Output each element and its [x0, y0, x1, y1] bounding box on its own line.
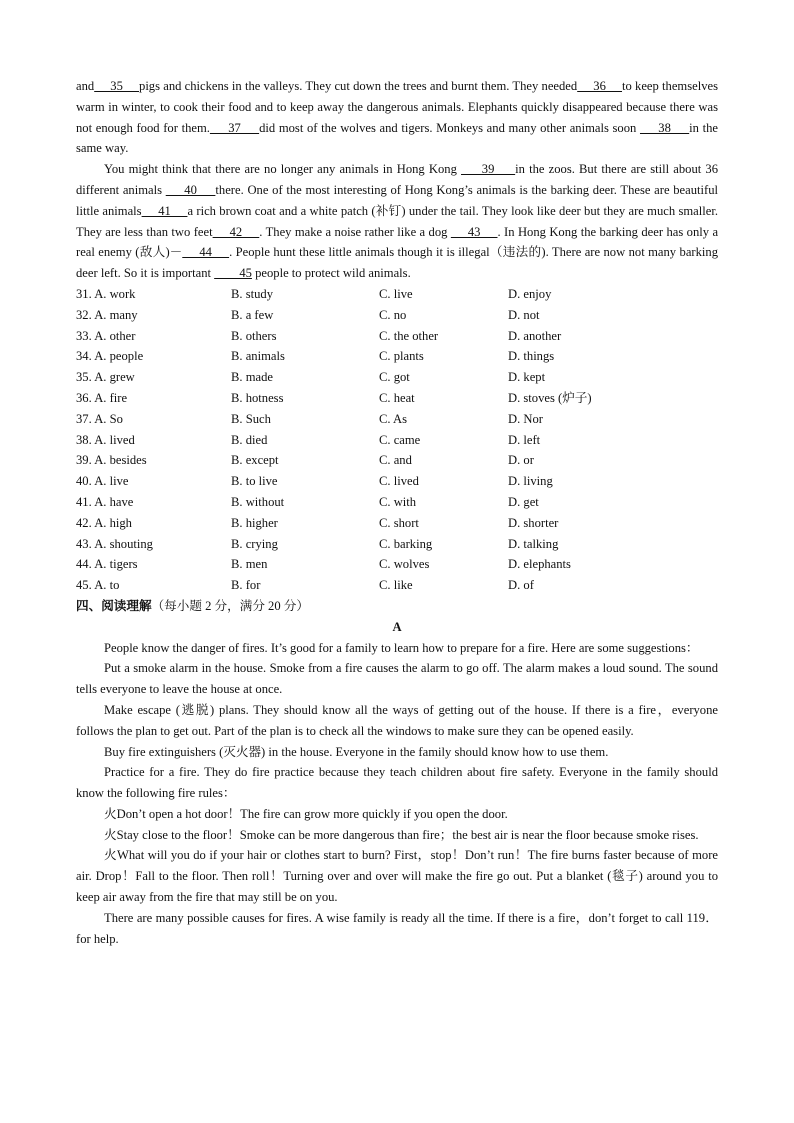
- passage-text: did most of the wolves and tigers. Monkeys and many other animals soon: [259, 120, 640, 135]
- question-row: [76, 284, 718, 305]
- question-row: [76, 305, 718, 326]
- question-row: [76, 430, 718, 451]
- section-heading: [76, 596, 718, 617]
- option-a: 34. A. people: [76, 349, 144, 364]
- option-b: B. animals: [231, 349, 285, 364]
- option-d: D. enjoy: [508, 286, 552, 301]
- reading-paragraph: Make escape (逃脱) plans. They should know all the ways of getting out of the house. If there is a fire，everyone follows the plan to get out. Part of the plan is to check all the windows to make sure they can be opened easily.: [76, 702, 718, 738]
- option-a: 35. A. grew: [76, 370, 135, 385]
- passage-text: people to protect wild animals.: [251, 266, 411, 281]
- option-a: 32. A. many: [76, 307, 138, 322]
- option-a: 42. A. high: [76, 515, 132, 530]
- option-d: D. things: [508, 349, 555, 364]
- option-b: B. a few: [231, 307, 274, 322]
- question-row: [76, 388, 718, 409]
- option-b: B. higher: [231, 515, 278, 530]
- reading-passage: [76, 638, 718, 950]
- question-row: [76, 575, 718, 596]
- question-row: [76, 534, 718, 555]
- option-a: 33. A. other: [76, 328, 136, 343]
- passage-text: there. One of the most interesting of Hong Kong’s animals is the barking deer. These are beautiful little animals: [76, 182, 719, 218]
- question-row: [76, 471, 718, 492]
- passage-text: in the same way.: [76, 120, 719, 156]
- option-a: 45. A. to: [76, 578, 120, 593]
- passage-text: . They make a noise rather like a dog: [259, 224, 451, 239]
- option-c: C. with: [379, 494, 417, 509]
- passage-text: pigs and chickens in the valleys. They cut down the trees and burnt them. They needed: [139, 79, 578, 93]
- option-c: C. live: [379, 286, 413, 301]
- question-row: [76, 554, 718, 575]
- option-d: D. kept: [508, 370, 546, 385]
- answer-blank: 40: [165, 182, 216, 197]
- reading-paragraph: There are many possible causes for fires. A wise family is ready all the time. If there is a fire，don’t forget to call 119．for help.: [76, 910, 718, 946]
- question-row: [76, 409, 718, 430]
- question-row: [76, 326, 718, 347]
- answer-blank: 45: [214, 266, 252, 281]
- option-b: B. Such: [231, 411, 271, 426]
- option-c: C. no: [379, 307, 407, 322]
- cloze-paragraph-2: [76, 159, 718, 284]
- answer-blank: 39: [461, 162, 516, 177]
- exam-page: [76, 76, 718, 949]
- cloze-paragraph-1: [76, 76, 718, 159]
- passage-text: and: [76, 79, 95, 93]
- option-c: C. came: [379, 432, 421, 447]
- passage-text: a rich brown coat and a white patch (补钉) under the tail. They look like deer but they are much smaller. They are less than two feet: [76, 203, 719, 239]
- option-a: 43. A. shouting: [76, 536, 153, 551]
- answer-blank: 37: [209, 120, 260, 135]
- option-b: B. study: [231, 286, 273, 301]
- passage-title: A: [392, 619, 402, 634]
- answer-blank: 43: [450, 224, 498, 239]
- reading-paragraph: 火Stay close to the floor！Smoke can be more dangerous than fire；the best air is near the floor because smoke rises.: [104, 827, 699, 842]
- option-b: B. without: [231, 494, 285, 509]
- option-b: B. died: [231, 432, 268, 447]
- question-row: [76, 367, 718, 388]
- option-d: D. left: [508, 432, 541, 447]
- answer-blank: 44: [182, 245, 230, 260]
- passage-text: . People hunt these little animals though it is illegal（违法的). There are now not many barking deer left. So it is important: [76, 245, 718, 281]
- question-row: [76, 492, 718, 513]
- option-c: C. plants: [379, 349, 424, 364]
- option-d: D. living: [508, 474, 553, 489]
- option-a: 44. A. tigers: [76, 557, 138, 572]
- option-a: 38. A. lived: [76, 432, 135, 447]
- option-a: 39. A. besides: [76, 453, 147, 468]
- option-d: D. stoves (炉子): [508, 390, 592, 405]
- option-a: 41. A. have: [76, 494, 134, 509]
- option-c: C. the other: [379, 328, 439, 343]
- answer-blank: 38: [639, 120, 690, 135]
- option-c: C. lived: [379, 474, 419, 489]
- option-a: 31. A. work: [76, 286, 136, 301]
- option-b: B. others: [231, 328, 277, 343]
- passage-text: . In Hong Kong the barking deer has only a real enemy (敌人)－: [76, 224, 719, 260]
- reading-paragraph: 火Don’t open a hot door！The fire can grow more quickly if you open the door.: [104, 806, 508, 821]
- option-c: C. heat: [379, 390, 415, 405]
- option-a: 36. A. fire: [76, 390, 128, 405]
- option-a: 37. A. So: [76, 411, 123, 426]
- option-d: D. not: [508, 307, 540, 322]
- options-list: [76, 284, 718, 596]
- question-row: [76, 513, 718, 534]
- reading-paragraph: People know the danger of fires. It’s good for a family to learn how to prepare for a fire. Here are some suggestions：: [104, 640, 699, 655]
- passage-text: You might think that there are no longer any animals in Hong Kong: [104, 162, 462, 177]
- question-row: [76, 450, 718, 471]
- answer-blank: 42: [212, 224, 260, 239]
- reading-paragraph: 火What will you do if your hair or clothes start to burn? First，stop！Don’t run！The fire burns faster because of more air. Drop！Fall to the floor. Then roll！Turning over and over will make the fire go out. Put a blanket (毯子) around you to keep air away from the fire that may still be on you.: [76, 848, 718, 905]
- option-d: D. of: [508, 578, 534, 593]
- option-d: D. get: [508, 494, 539, 509]
- option-c: C. short: [379, 515, 419, 530]
- option-b: B. made: [231, 370, 273, 385]
- passage-text: in the zoos. But there are still about 36 different animals: [76, 162, 719, 197]
- option-c: C. wolves: [379, 557, 430, 572]
- reading-paragraph: Put a smoke alarm in the house. Smoke from a fire causes the alarm to go off. The alarm makes a loud sound. The sound tells everyone to leave the house at once.: [76, 661, 718, 697]
- option-c: C. got: [379, 370, 410, 385]
- option-c: C. and: [379, 453, 412, 468]
- section-note: （每小题 2 分，满分 20 分）: [151, 598, 309, 613]
- option-b: B. hotness: [231, 390, 284, 405]
- option-b: B. for: [231, 578, 261, 593]
- option-a: 40. A. live: [76, 474, 129, 489]
- option-c: C. like: [379, 578, 413, 593]
- option-b: B. men: [231, 557, 268, 572]
- option-d: D. talking: [508, 536, 559, 551]
- option-c: C. As: [379, 411, 407, 426]
- option-b: B. except: [231, 453, 279, 468]
- reading-paragraph: Practice for a fire. They do fire practice because they teach children about fire safety. Everyone in the family should know the following fire rules：: [76, 765, 718, 801]
- answer-blank: 35: [94, 79, 140, 93]
- question-row: [76, 346, 718, 367]
- section-title: 四、阅读理解: [76, 597, 152, 613]
- answer-blank: 36: [577, 79, 623, 93]
- answer-blank: 41: [141, 203, 188, 218]
- reading-paragraph: Buy fire extinguishers (灭火器) in the house. Everyone in the family should know how to use them.: [104, 744, 609, 759]
- option-d: D. or: [508, 453, 534, 468]
- option-d: D. elephants: [508, 557, 571, 572]
- option-c: C. barking: [379, 536, 433, 551]
- option-d: D. another: [508, 328, 562, 343]
- option-b: B. crying: [231, 536, 278, 551]
- option-d: D. shorter: [508, 515, 559, 530]
- option-d: D. Nor: [508, 411, 543, 426]
- option-b: B. to live: [231, 474, 278, 489]
- passage-text: to keep themselves warm in winter, to cook their food and to keep away the dangerous animals. Elephants quickly disappeared because there was not enough food for them.: [76, 79, 718, 135]
